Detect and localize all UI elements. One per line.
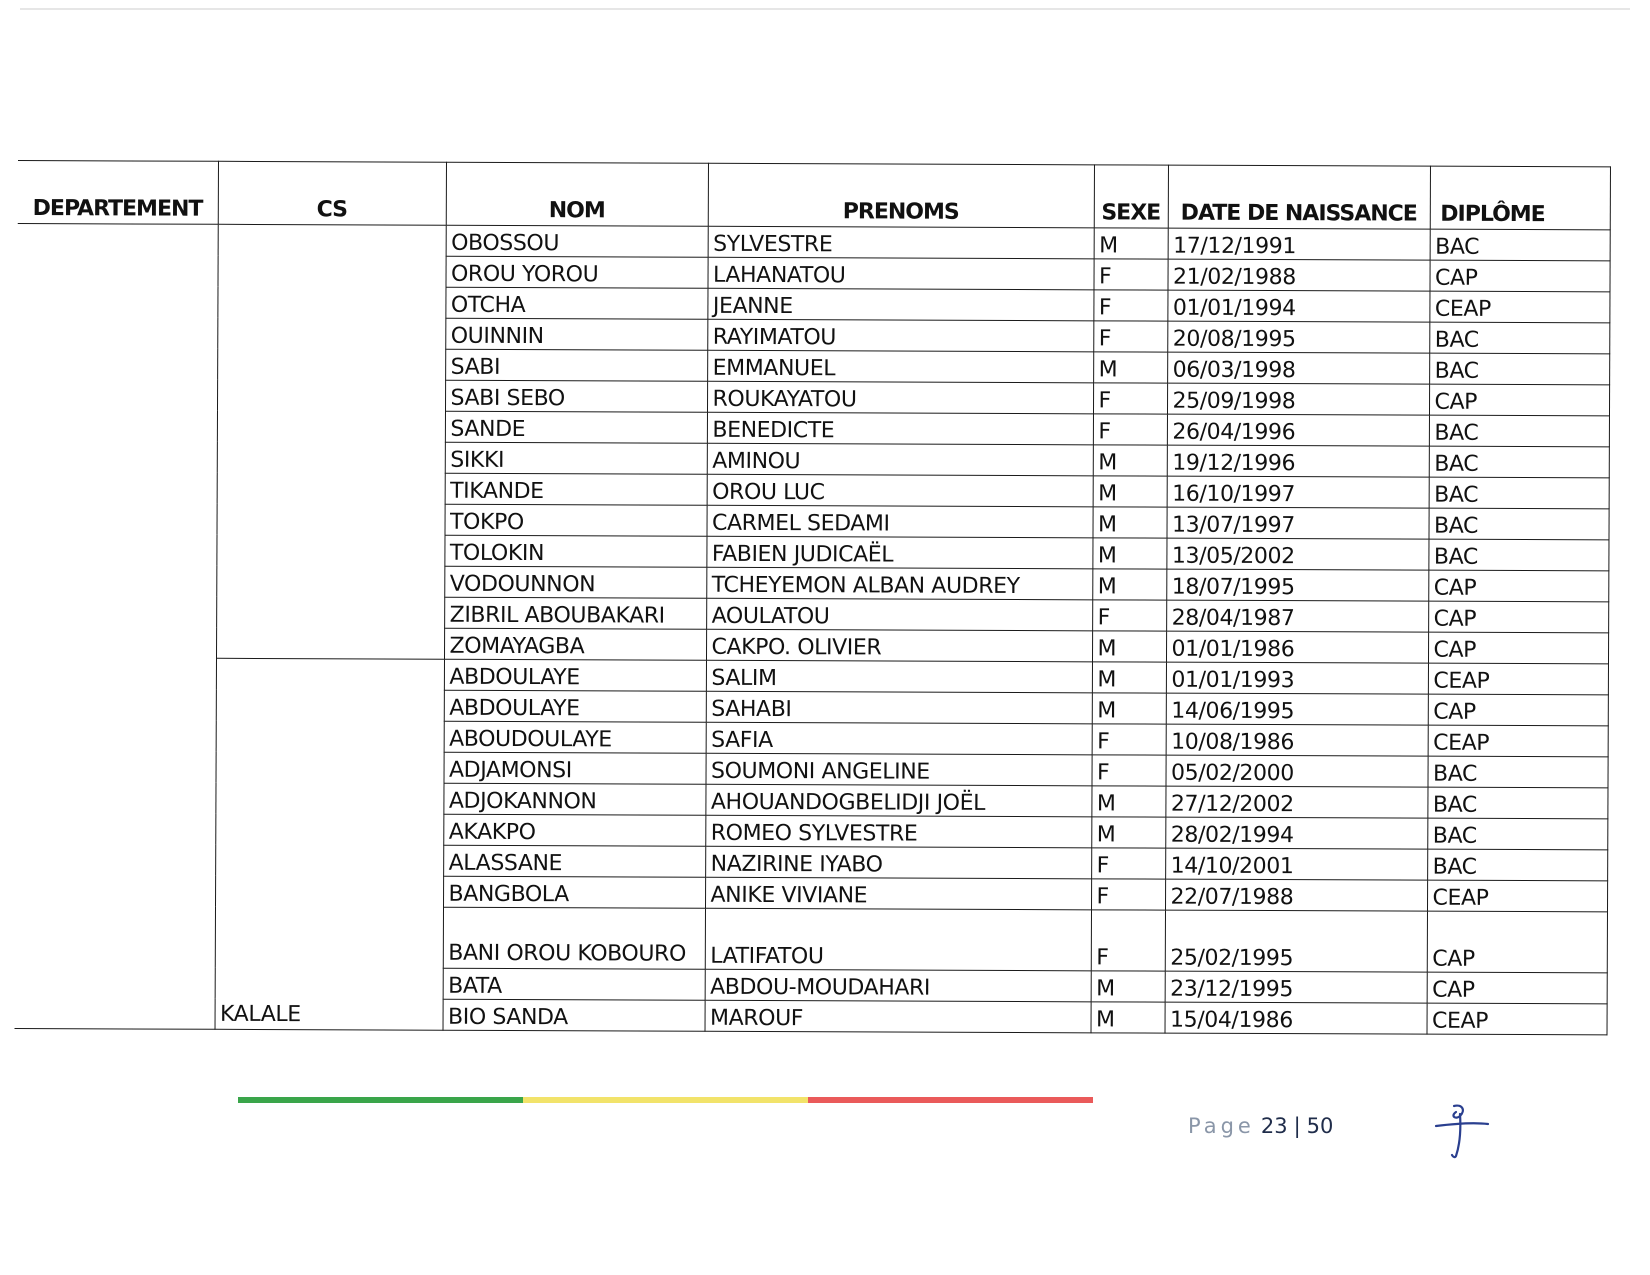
signature-icon (1432, 1100, 1492, 1160)
header-prenoms: PRENOMS (708, 163, 1094, 228)
sexe-cell: M (1091, 817, 1165, 848)
nom-cell: SABI (445, 349, 707, 381)
nom-cell: SIKKI (445, 442, 707, 474)
date-naissance-cell: 01/01/1993 (1166, 662, 1428, 694)
date-naissance-cell: 17/12/1991 (1168, 228, 1430, 260)
nom-cell: SANDE (445, 411, 707, 443)
sexe-cell: M (1092, 569, 1166, 600)
diplome-cell: CAP (1429, 260, 1609, 292)
diplome-cell: BAC (1427, 756, 1607, 788)
date-naissance-cell: 10/08/1986 (1166, 724, 1428, 756)
diplome-cell: CAP (1427, 911, 1607, 973)
date-naissance-cell: 01/01/1994 (1167, 290, 1429, 322)
diplome-cell: CAP (1429, 384, 1609, 416)
sexe-cell: F (1091, 879, 1165, 910)
cs-cell (216, 224, 446, 659)
table-row (18, 223, 1610, 260)
table-row (16, 657, 1608, 694)
diplome-cell: BAC (1429, 322, 1609, 354)
date-naissance-cell: 20/08/1995 (1167, 321, 1429, 353)
prenoms-cell: SOUMONI ANGELINE (705, 753, 1091, 786)
diplome-cell: BAC (1429, 477, 1609, 509)
nom-cell: ZOMAYAGBA (444, 628, 706, 660)
date-naissance-cell: 15/04/1986 (1165, 1002, 1427, 1034)
page-current: 23 (1260, 1114, 1288, 1138)
sexe-cell: M (1092, 538, 1166, 569)
sexe-cell: F (1093, 414, 1167, 445)
sexe-cell: M (1092, 631, 1166, 662)
prenoms-cell: AHOUANDOGBELIDJI JOËL (705, 784, 1091, 817)
diplome-cell: CEAP (1427, 880, 1607, 912)
nom-cell: AKAKPO (443, 814, 705, 846)
nom-cell: ZIBRIL ABOUBAKARI (444, 597, 706, 629)
nom-cell: VODOUNNON (444, 566, 706, 598)
nom-cell: TOLOKIN (444, 535, 706, 567)
date-naissance-cell: 14/06/1995 (1166, 693, 1428, 725)
diplome-cell: CAP (1428, 570, 1608, 602)
header-sexe: SEXE (1094, 165, 1168, 228)
date-naissance-cell: 13/07/1997 (1166, 507, 1428, 539)
prenoms-cell: BENEDICTE (707, 412, 1093, 445)
prenoms-cell: LATIFATOU (705, 908, 1091, 971)
sexe-cell: F (1093, 321, 1167, 352)
date-naissance-cell: 21/02/1988 (1167, 259, 1429, 291)
prenoms-cell: TCHEYEMON ALBAN AUDREY (706, 567, 1092, 600)
date-naissance-cell: 14/10/2001 (1165, 848, 1427, 880)
sexe-cell: M (1092, 662, 1166, 693)
page-separator: | (1293, 1114, 1301, 1138)
prenoms-cell: FABIEN JUDICAËL (706, 536, 1092, 569)
sexe-cell: M (1093, 476, 1167, 507)
sexe-cell: M (1093, 445, 1167, 476)
sexe-cell: M (1094, 228, 1168, 259)
prenoms-cell: SAHABI (706, 691, 1092, 724)
roster-body (15, 223, 1610, 1034)
sexe-cell: M (1092, 693, 1166, 724)
nom-cell: ADJOKANNON (443, 783, 705, 815)
date-naissance-cell: 25/02/1995 (1165, 910, 1427, 972)
prenoms-cell: EMMANUEL (707, 350, 1093, 383)
prenoms-cell: CARMEL SEDAMI (706, 505, 1092, 538)
date-naissance-cell: 16/10/1997 (1167, 476, 1429, 508)
diplome-cell: BAC (1430, 229, 1610, 261)
flag-color-bar (238, 1097, 1093, 1103)
prenoms-cell: ROMEO SYLVESTRE (705, 815, 1091, 848)
date-naissance-cell: 26/04/1996 (1167, 414, 1429, 446)
prenoms-cell: SAFIA (706, 722, 1092, 755)
sexe-cell: M (1091, 786, 1165, 817)
nom-cell: OUINNIN (445, 318, 707, 350)
prenoms-cell: ABDOU-MOUDAHARI (705, 969, 1091, 1002)
date-naissance-cell: 19/12/1996 (1167, 445, 1429, 477)
flag-red-stripe (808, 1097, 1093, 1103)
header-cs: CS (218, 161, 446, 225)
sexe-cell: F (1092, 724, 1166, 755)
date-naissance-cell: 22/07/1988 (1165, 879, 1427, 911)
header-row (18, 161, 1610, 230)
diplome-cell: BAC (1427, 849, 1607, 881)
nom-cell: ABOUDOULAYE (444, 721, 706, 753)
sexe-cell: F (1091, 848, 1165, 879)
diplome-cell: CEAP (1427, 1003, 1607, 1035)
diplome-cell: BAC (1429, 446, 1609, 478)
departement-cell (15, 223, 218, 1029)
page-total: 50 (1306, 1114, 1334, 1138)
date-naissance-cell: 25/09/1998 (1167, 383, 1429, 415)
nom-cell: ABDOULAYE (444, 690, 706, 722)
nom-cell: TIKANDE (445, 473, 707, 505)
diplome-cell: CEAP (1429, 291, 1609, 323)
nom-cell: OROU YOROU (445, 256, 707, 288)
diplome-cell: BAC (1427, 787, 1607, 819)
date-naissance-cell: 27/12/2002 (1165, 786, 1427, 818)
sexe-cell: M (1091, 971, 1165, 1002)
header-nom: NOM (446, 162, 708, 226)
sexe-cell: F (1092, 600, 1166, 631)
prenoms-cell: ANIKE VIVIANE (705, 877, 1091, 910)
nom-cell: BANGBOLA (443, 876, 705, 908)
nom-cell: OTCHA (445, 287, 707, 319)
diplome-cell: CAP (1428, 694, 1608, 726)
nom-cell: ALASSANE (443, 845, 705, 877)
sexe-cell: F (1093, 259, 1167, 290)
scan-top-rule (20, 8, 1630, 10)
prenoms-cell: LAHANATOU (707, 257, 1093, 290)
nom-cell: BATA (443, 968, 705, 1000)
nom-cell: BANI OROU KOBOURO (443, 907, 705, 969)
roster-table-wrapper (15, 160, 1610, 1035)
header-departement: DEPARTEMENT (18, 161, 218, 225)
flag-green-stripe (238, 1097, 523, 1103)
diplome-cell: CAP (1427, 972, 1607, 1004)
date-naissance-cell: 28/04/1987 (1166, 600, 1428, 632)
nom-cell: OBOSSOU (446, 225, 708, 257)
prenoms-cell: SYLVESTRE (708, 226, 1094, 259)
diplome-cell: BAC (1429, 415, 1609, 447)
prenoms-cell: ROUKAYATOU (707, 381, 1093, 414)
nom-cell: TOKPO (444, 504, 706, 536)
diplome-cell: CAP (1428, 632, 1608, 664)
date-naissance-cell: 01/01/1986 (1166, 631, 1428, 663)
sexe-cell: M (1092, 507, 1166, 538)
sexe-cell: M (1091, 1002, 1165, 1033)
header-date-naissance: DATE DE NAISSANCE (1168, 165, 1430, 229)
sexe-cell: M (1093, 352, 1167, 383)
cs-cell: KALALE (215, 658, 444, 1030)
date-naissance-cell: 28/02/1994 (1165, 817, 1427, 849)
sexe-cell: F (1091, 910, 1165, 971)
diplome-cell: BAC (1428, 508, 1608, 540)
nom-cell: BIO SANDA (443, 999, 705, 1031)
prenoms-cell: SALIM (706, 660, 1092, 693)
sexe-cell: F (1093, 383, 1167, 414)
prenoms-cell: AOULATOU (706, 598, 1092, 631)
prenoms-cell: NAZIRINE IYABO (705, 846, 1091, 879)
nom-cell: SABI SEBO (445, 380, 707, 412)
diplome-cell: CEAP (1428, 725, 1608, 757)
prenoms-cell: CAKPO. OLIVIER (706, 629, 1092, 662)
nom-cell: ABDOULAYE (444, 659, 706, 691)
prenoms-cell: RAYIMATOU (707, 319, 1093, 352)
diplome-cell: CEAP (1428, 663, 1608, 695)
header-diplome: DIPLÔME (1430, 166, 1610, 230)
sexe-cell: F (1093, 290, 1167, 321)
prenoms-cell: AMINOU (707, 443, 1093, 476)
diplome-cell: BAC (1429, 353, 1609, 385)
flag-yellow-stripe (523, 1097, 808, 1103)
page-word: Page (1188, 1114, 1255, 1138)
diplome-cell: CAP (1428, 601, 1608, 633)
date-naissance-cell: 06/03/1998 (1167, 352, 1429, 384)
page-number (1188, 1114, 1333, 1138)
diplome-cell: BAC (1428, 539, 1608, 571)
sexe-cell: F (1091, 755, 1165, 786)
prenoms-cell: MAROUF (705, 1000, 1091, 1033)
prenoms-cell: JEANNE (707, 288, 1093, 321)
diplome-cell: BAC (1427, 818, 1607, 850)
date-naissance-cell: 05/02/2000 (1165, 755, 1427, 787)
roster-table (15, 160, 1611, 1035)
date-naissance-cell: 13/05/2002 (1166, 538, 1428, 570)
prenoms-cell: OROU LUC (707, 474, 1093, 507)
nom-cell: ADJAMONSI (444, 752, 706, 784)
date-naissance-cell: 23/12/1995 (1165, 971, 1427, 1003)
date-naissance-cell: 18/07/1995 (1166, 569, 1428, 601)
